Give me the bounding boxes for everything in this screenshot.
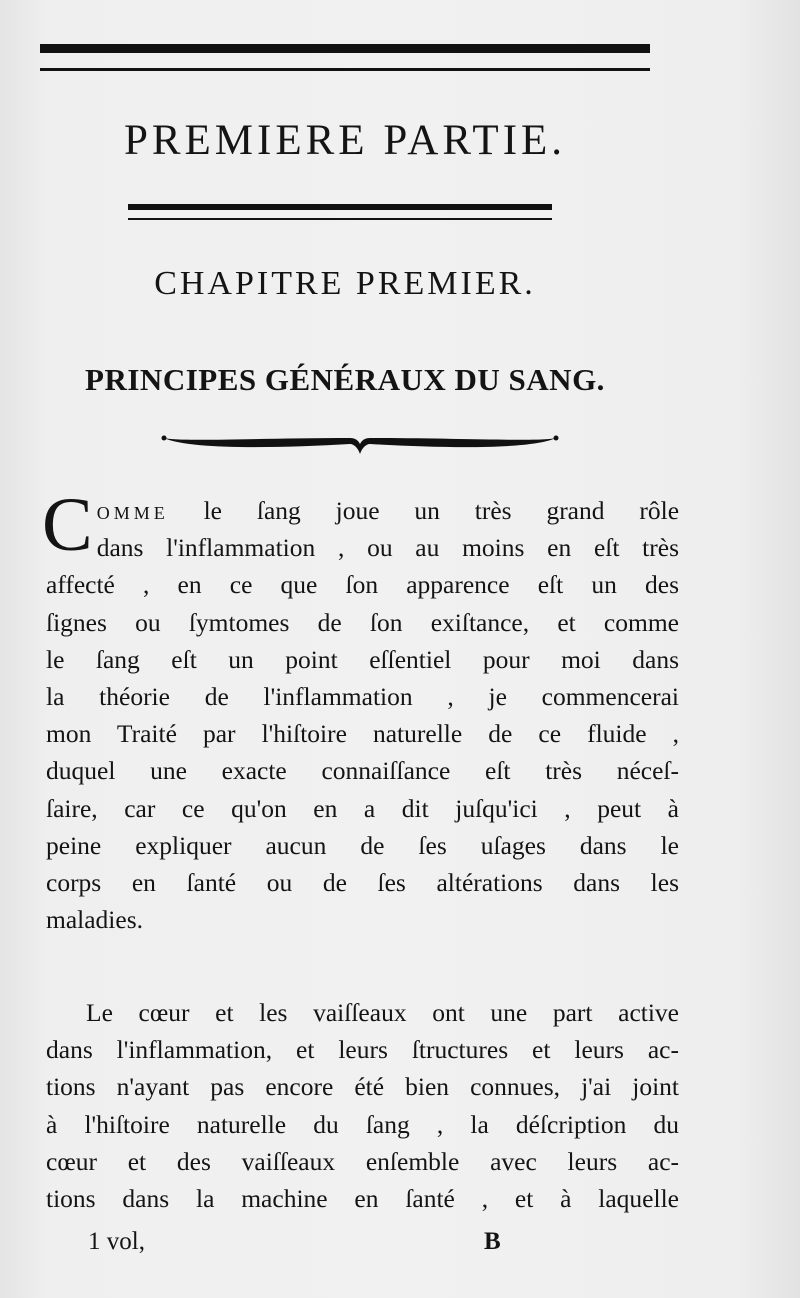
gathering-signature: B — [484, 1228, 501, 1255]
text-line: la théorie de l'inflammation , je commencerai — [46, 681, 679, 711]
drop-cap: C — [42, 483, 93, 567]
text-line: OMME le ſang joue un très grand rôle — [96, 496, 680, 525]
small-caps-word: OMME — [96, 503, 169, 523]
text-line: tions n'ayant pas encore été bien connues, j'ai joint — [46, 1072, 679, 1102]
text-line: le ſang eſt un point eſſentiel pour moi dans — [46, 644, 679, 674]
section-title: PRINCIPES GÉNÉRAUX DU SANG. — [85, 362, 605, 397]
text-line: affecté , en ce que ſon apparence eſt un des — [46, 570, 679, 600]
volume-signature: 1 vol, — [88, 1228, 145, 1255]
top-rule-thin — [40, 68, 650, 71]
paragraph-2 — [46, 994, 679, 1217]
text-line: dans l'inflammation , ou au moins en eſt très — [96, 533, 679, 563]
text-line: duquel une exacte connaiſſance eſt très néceſ- — [46, 756, 679, 786]
text-line: peine expliquer aucun de ſes uſages dans le — [46, 830, 679, 860]
text-line: dans l'inflammation, et leurs ſtructures et leurs ac- — [46, 1035, 679, 1065]
text-line: ſaire, car ce qu'on en a dit juſqu'ici , peut à — [46, 793, 679, 823]
paragraph-1 — [42, 483, 680, 938]
text-line: ſignes ou ſymtomes de ſon exiſtance, et comme — [46, 607, 679, 637]
text-line: corps en ſanté ou de ſes altérations dans les — [46, 867, 679, 897]
text-line: à l'hiſtoire naturelle du ſang , la déſcription du — [46, 1109, 679, 1139]
middle-rule-thick — [128, 204, 552, 210]
text-line: mon Traité par l'hiſtoire naturelle de ce fluide , — [46, 719, 679, 749]
top-rule-thick — [40, 44, 650, 53]
middle-rule-thin — [128, 218, 552, 220]
text-line: maladies. — [46, 905, 144, 935]
text-line: cœur et des vaiſſeaux enſemble avec leurs ac- — [46, 1146, 679, 1176]
chapter-title: CHAPITRE PREMIER. — [154, 265, 536, 302]
part-title: PREMIERE PARTIE. — [123, 117, 567, 164]
text-line: Le cœur et les vaiſſeaux ont une part active — [86, 998, 679, 1027]
text-line: tions dans la machine en ſanté , et à laquelle — [46, 1183, 679, 1213]
ornament-divider — [160, 428, 560, 458]
